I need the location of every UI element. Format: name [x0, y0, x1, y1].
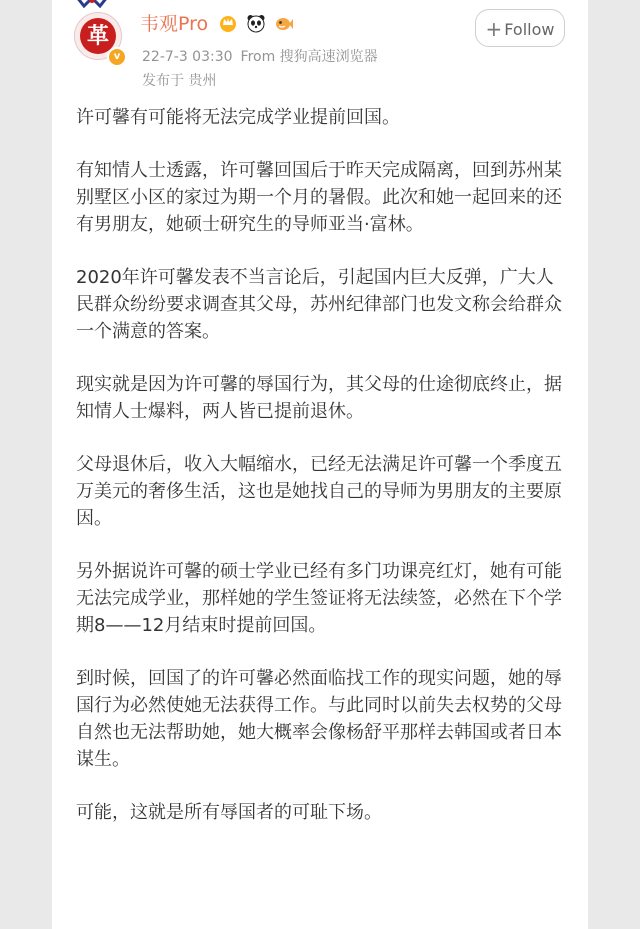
- post-paragraph: 有知情人士透露，许可馨回国后于昨天完成隔离，回到苏州某别墅区小区的家过为期一个月的暑假。此次和她一起回来的还有男朋友，她硕士研究生的导师亚当·富林。: [76, 160, 562, 235]
- post-source[interactable]: From 搜狗高速浏览器: [240, 49, 378, 65]
- post-timestamp: 22-7-3 03:30: [142, 49, 233, 65]
- post-paragraph: 父母退休后，收入大幅缩水，已经无法满足许可馨一个季度五万美元的奢侈生活，这也是她找自己的导师为男朋友的主要原因。: [76, 454, 562, 529]
- post-body: [76, 104, 570, 852]
- panda-icon[interactable]: [246, 13, 266, 33]
- post-location: 发布于 贵州: [142, 73, 217, 89]
- crown-icon[interactable]: [218, 13, 238, 33]
- post-paragraph: 到时候，回国了的许可馨必然面临找工作的现实问题，她的辱国行为必然使她无法获得工作。与此同时以前失去权势的父母自然也无法帮助她，她大概率会像杨舒平那样去韩国或者日本谋生。: [76, 668, 562, 770]
- post-meta: [142, 46, 386, 66]
- verified-badge-icon: v: [107, 47, 127, 67]
- weibo-post-card: [52, 0, 588, 929]
- post-header: [52, 0, 588, 100]
- user-badges: [218, 13, 297, 35]
- avatar-logo: 革: [80, 18, 116, 54]
- post-paragraph: 另外据说许可馨的硕士学业已经有多门功课亮红灯，她有可能无法完成学业，那样她的学生签证将无法续签，必然在下个学期8——12月结束时提前回国。: [76, 561, 562, 636]
- post-paragraph: 可能，这就是所有辱国者的可耻下场。: [76, 802, 382, 823]
- plus-icon: +: [485, 17, 503, 41]
- author-name[interactable]: 韦观Pro: [140, 13, 209, 35]
- fish-icon[interactable]: [274, 13, 294, 33]
- post-paragraph: 现实就是因为许可馨的辱国行为，其父母的仕途彻底终止，据知情人士爆料，两人皆已提前退休。: [76, 374, 562, 422]
- follow-label: Follow: [504, 20, 555, 39]
- post-paragraph: 许可馨有可能将无法完成学业提前回国。: [76, 107, 400, 128]
- post-paragraph: 2020年许可馨发表不当言论后，引起国内巨大反弹，广大人民群众纷纷要求调查其父母，苏州纪律部门也发文称会给群众一个满意的答案。: [76, 267, 562, 342]
- follow-button[interactable]: [475, 9, 565, 47]
